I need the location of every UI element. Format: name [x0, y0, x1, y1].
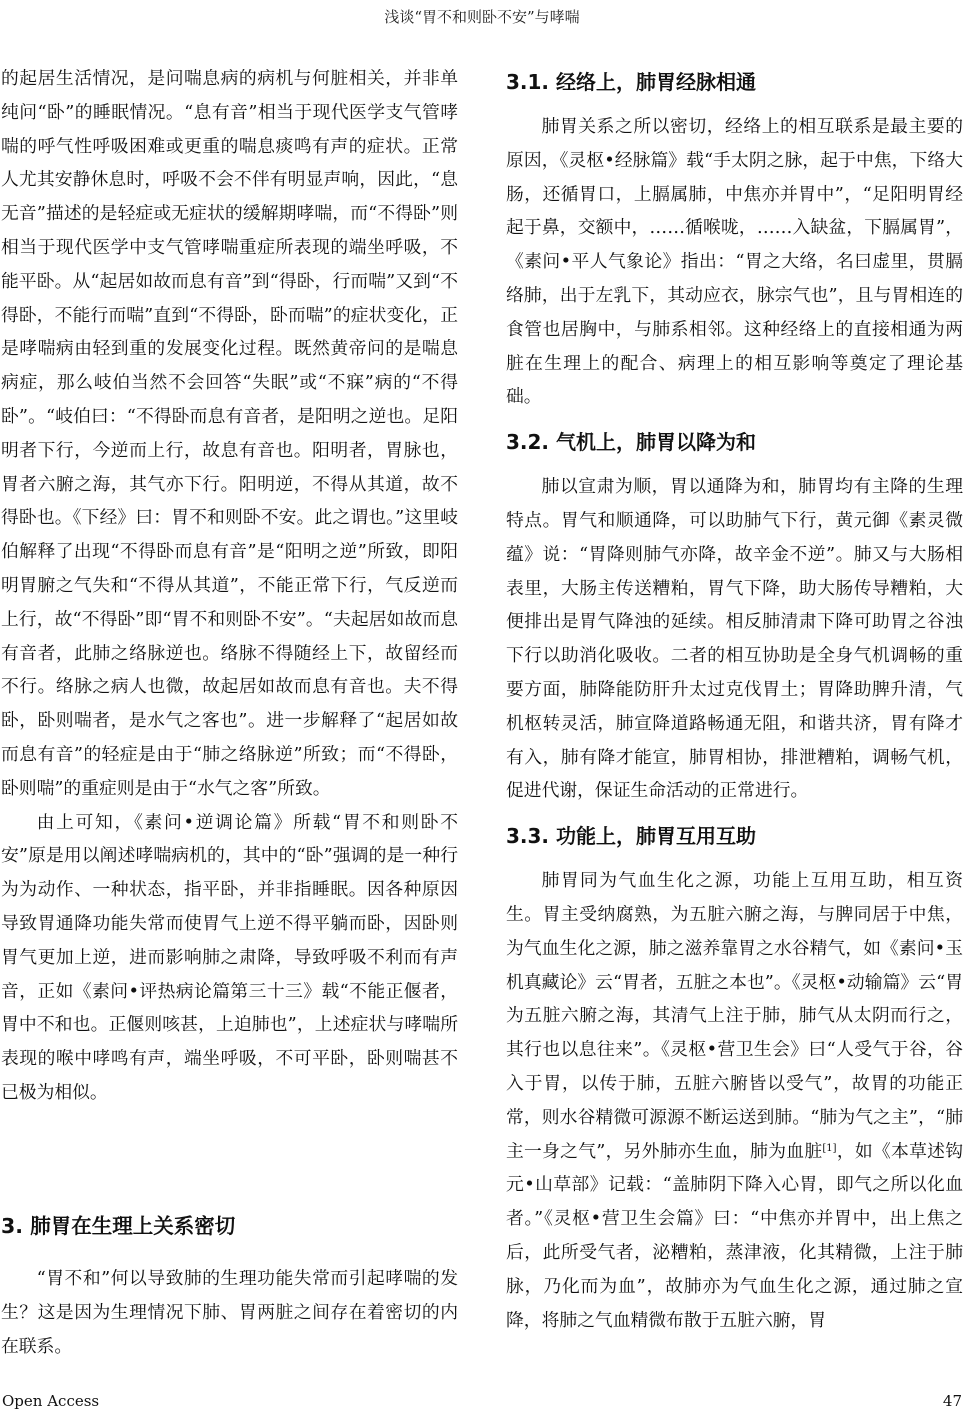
running-title: 浅谈“胃不和则卧不安”与哮喘	[384, 8, 580, 26]
subsection-heading: 3.1. 经络上，肺胃经脉相通	[506, 70, 756, 94]
paragraph: 肺胃关系之所以密切，经络上的相互联系是最主要的原因，《灵枢•经脉篇》载“手太阴之脉，起于中焦，下络大肠，还循胃口，上膈属肺，中焦亦并胃中”，“足阳明胃经起于鼻，交额中，……循喉咙，……入缺盆，下膈属胃”，《素问•平人气象论》指出：“胃之大络，名曰虚里，贯膈络肺，出于左乳下，其动应衣，脉宗气也”，且与胃相连的食管也居胸中，与肺系相邻。这种经络上的直接相通为两脏在生理上的配合、病理上的相互影响等奠定了理论基础。	[506, 116, 963, 408]
citation-ref[interactable]: [1]	[822, 1142, 837, 1154]
paragraph-text: ，如《本草述钩元•山草部》记载：“盖肺阴下降入心胃，即气之所以化血者。”《灵枢•营卫生会篇》曰：“中焦亦并胃中，出上焦之后，此所受气者，泌糟粕，蒸津液，化其精微，上注于肺脉，乃化而为血”，故肺亦为气血生化之源，通过肺之宣降，将肺之气血精微布散于五脏六腑，胃	[506, 1140, 963, 1331]
paragraph: “胃不和”何以导致肺的生理功能失常而引起哮喘的发生？这是因为生理情况下肺、胃两脏之间存在着密切的内在联系。	[1, 1268, 458, 1357]
paragraph: 肺以宣肃为顺，胃以通降为和，肺胃均有主降的生理特点。胃气和顺通降，可以助肺气下行，黄元御《素灵微蕴》说：“胃降则肺气亦降，故辛金不逆”。肺又与大肠相表里，大肠主传送糟粕，胃气下降，助大肠传导糟粕，大便排出是胃气降浊的延续。相反肺清肃下降可助胃之谷浊下行以助消化吸收。二者的相互协助是全身气机调畅的重要方面，肺降能防肝升太过克伐胃土；胃降助脾升清，气机枢转灵活，肺宣降道路畅通无阻，和谐共济，胃有降才有入，肺有降才能宣，肺胃相协，排泄糟粕，调畅气机，促进代谢，保证生命活动的正常进行。	[506, 476, 963, 802]
right-column	[506, 62, 963, 1337]
section-heading: 3. 肺胃在生理上关系密切	[1, 1214, 236, 1238]
left-column	[1, 62, 458, 1110]
paragraph: 的起居生活情况，是问喘息病的病机与何脏相关，并非单纯问“卧”的睡眠情况。“息有音”相当于现代医学支气管哮喘的呼气性呼吸困难或更重的喘息痰鸣有声的症状。正常人尤其安静休息时，呼吸不会不伴有明显声响，因此，“息无音”描述的是轻症或无症状的缓解期哮喘，而“不得卧”则相当于现代医学中支气管哮喘重症所表现的端坐呼吸，不能平卧。从“起居如故而息有音”到“得卧，行而喘”又到“不得卧，不能行而喘”直到“不得卧，卧而喘”的症状变化，正是哮喘病由轻到重的发展变化过程。既然黄帝问的是喘息病症，那么岐伯当然不会回答“失眠”或“不寐”病的“不得卧”。“岐伯曰：“不得卧而息有音者，是阳明之逆也。足阳明者下行，今逆而上行，故息有音也。阳明者，胃脉也，胃者六腑之海，其气亦下行。阳明逆，不得从其道，故不得卧也。《下经》曰：胃不和则卧不安。此之谓也。”这里岐伯解释了出现“不得卧而息有音”是“阳明之逆”所致，即阳明胃腑之气失和“不得从其道”，不能正常下行，气反逆而上行，故“不得卧”即“胃不和则卧不安”。“夫起居如故而息有音者，此肺之络脉逆也。络脉不得随经上下，故留经而不行。络脉之病人也微，故起居如故而息有音也。夫不得卧，卧则喘者，是水气之客也”。进一步解释了“起居如故而息有音”的轻症是由于“肺之络脉逆”所致；而“不得卧，卧则喘”的重症则是由于“水气之客”所致。	[1, 68, 458, 799]
subsection-heading: 3.3. 功能上，肺胃互用互助	[506, 824, 756, 849]
page-number: 47	[942, 1392, 962, 1410]
footer-open-access: Open Access	[2, 1392, 100, 1410]
paragraph-text: 肺胃同为气血生化之源，功能上互用互助，相互资生。胃主受纳腐熟，为五脏六腑之海，与脾同居于中焦，为气血生化之源，肺之滋养靠胃之水谷精气，如《素问•玉机真藏论》云“胃者，五脏之本也”。《灵枢•动输篇》云“胃为五脏六腑之海，其清气上注于肺，肺气从太阴而行之，其行也以息往来”。《灵枢•营卫生会》曰“人受气于谷，谷入于胃，以传于肺，五脏六腑皆以受气”，故胃的功能正常，则水谷精微可源源不断运送到肺。“肺为气之主”，“肺主一身之气”，另外肺亦生血，肺为血脏	[506, 870, 963, 1162]
paragraph	[506, 864, 963, 1337]
left-column-continued	[1, 1262, 458, 1363]
paragraph: 由上可知，《素问•逆调论篇》所载“胃不和则卧不安”原是用以阐述哮喘病机的，其中的“卧”强调的是一种行为为动作、一种状态，指平卧，并非指睡眠。因各种原因导致胃通降功能失常而使胃气上逆不得平躺而卧，因卧则胃气更加上逆，进而影响肺之肃降，导致呼吸不利而有声音，正如《素问•评热病论篇第三十三》载“不能正偃者，胃中不和也。正偃则咳甚，上迫肺也”，上述症状与哮喘所表现的喉中哮鸣有声，端坐呼吸，不可平卧，卧则喘甚不已极为相似。	[1, 811, 458, 1103]
subsection-heading: 3.2. 气机上，肺胃以降为和	[506, 430, 756, 455]
